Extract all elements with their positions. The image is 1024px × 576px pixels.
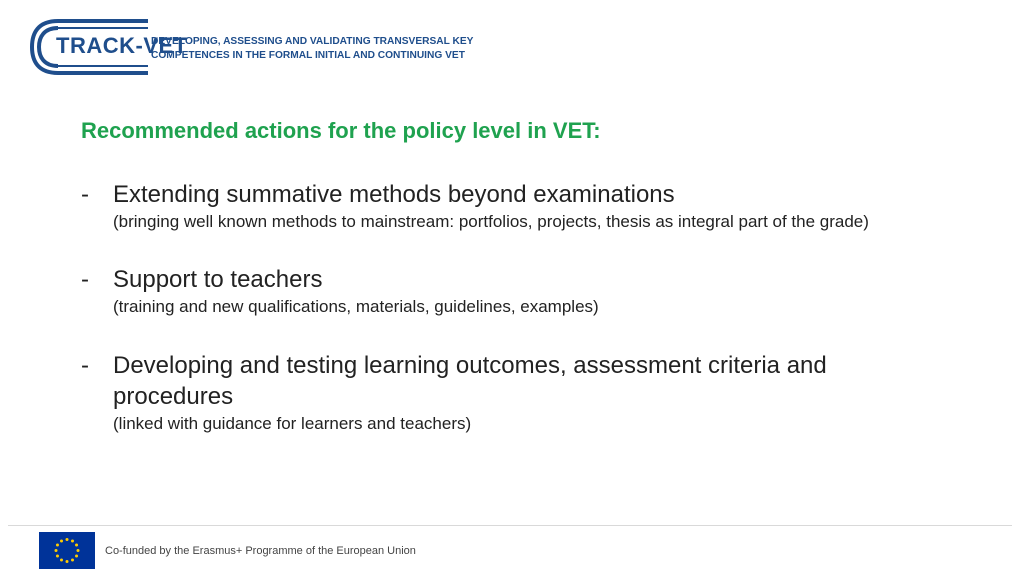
eu-star-icon <box>75 555 78 558</box>
list-item <box>81 179 1011 234</box>
eu-star-icon <box>55 549 58 552</box>
eu-star-icon <box>66 560 69 563</box>
eu-star-icon <box>75 544 78 547</box>
eu-star-icon <box>56 544 59 547</box>
list-item-subtitle: (bringing well known methods to mainstream: portfolios, projects, thesis as integral part of the grade) <box>113 212 869 231</box>
list-item-subtitle: (training and new qualifications, materials, guidelines, examples) <box>113 297 599 316</box>
logo-tagline <box>151 35 473 63</box>
eu-star-icon <box>71 539 74 542</box>
footer-text: Co-funded by the Erasmus+ Programme of the European Union <box>105 545 416 557</box>
eu-star-icon <box>77 549 80 552</box>
eu-flag-icon <box>39 532 95 569</box>
list-item <box>81 350 1011 436</box>
list-dash: - <box>81 352 89 379</box>
list-dash: - <box>81 181 89 208</box>
eu-star-icon <box>60 559 63 562</box>
eu-star-icon <box>56 555 59 558</box>
track-vet-logo <box>30 17 474 77</box>
eu-star-icon <box>66 538 69 541</box>
tagline-line-2: COMPETENCES IN THE FORMAL INITIAL AND CONTINUING VET <box>151 50 465 61</box>
list-dash: - <box>81 266 89 293</box>
eu-star-icon <box>60 539 63 542</box>
eu-star-icon <box>71 559 74 562</box>
list-item-title: Developing and testing learning outcomes, assessment criteria and procedures <box>113 352 827 410</box>
list-item <box>81 264 1011 319</box>
list-item-title: Extending summative methods beyond examinations <box>113 181 675 208</box>
logo-text: TRACK-VET <box>56 33 188 58</box>
list-item-title: Support to teachers <box>113 266 323 293</box>
footer-divider <box>8 525 1012 526</box>
tagline-line-1: DEVELOPING, ASSESSING AND VALIDATING TRANSVERSAL KEY <box>151 36 474 47</box>
slide-heading: Recommended actions for the policy level in VET: <box>81 118 601 143</box>
list-item-subtitle: (linked with guidance for learners and teachers) <box>113 414 472 433</box>
